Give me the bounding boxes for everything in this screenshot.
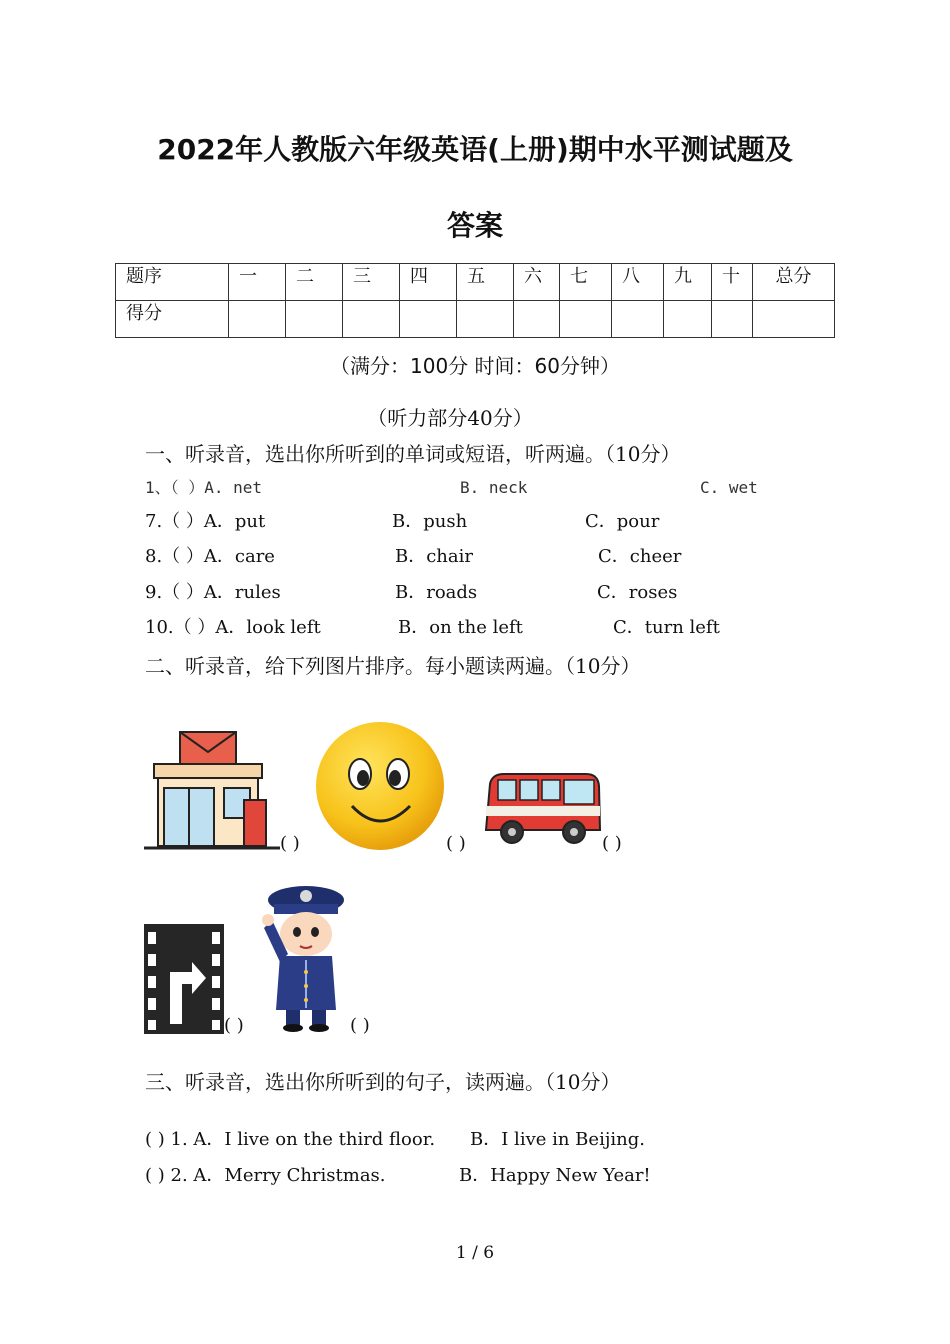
table-cell: 二 xyxy=(286,264,343,301)
option-b: B．Happy New Year! xyxy=(459,1165,651,1186)
answer-paren-3[interactable]: ( ) xyxy=(602,833,622,854)
list-item xyxy=(145,1127,845,1153)
option-b: B. neck xyxy=(460,478,528,497)
table-cell: 三 xyxy=(343,264,400,301)
option-b: B．on the left xyxy=(398,617,523,638)
option-c: C．pour xyxy=(585,511,660,532)
table-cell: 题序 xyxy=(116,264,229,301)
option-b: B．roads xyxy=(395,582,478,603)
section2-heading: 二、听录音，给下列图片排序。每小题读两遍。（10分） xyxy=(145,654,641,678)
option-c: C．roses xyxy=(597,582,678,603)
score-table-score-row xyxy=(116,301,835,338)
question-stem: ( ) 2. A．Merry Christmas. xyxy=(145,1165,386,1186)
table-cell[interactable] xyxy=(400,301,457,338)
table-cell: 七 xyxy=(560,264,612,301)
table-cell[interactable] xyxy=(343,301,400,338)
list-item xyxy=(145,1163,845,1189)
table-cell: 得分 xyxy=(116,301,229,338)
police-officer-picture xyxy=(258,880,350,1034)
table-cell[interactable] xyxy=(229,301,286,338)
table-cell: 九 xyxy=(664,264,712,301)
section3-heading: 三、听录音，选出你所听到的句子，读两遍。（10分） xyxy=(145,1070,621,1094)
table-cell[interactable] xyxy=(712,301,753,338)
bus-picture xyxy=(482,770,602,850)
turn-right-sign-picture xyxy=(144,924,224,1034)
list-item xyxy=(145,615,845,641)
post-office-picture xyxy=(144,730,280,852)
table-cell[interactable] xyxy=(612,301,664,338)
option-b: B．push xyxy=(392,511,468,532)
list-item xyxy=(145,580,845,606)
page-title-line-2: 答案 xyxy=(446,209,503,242)
question-stem: 8.（ ）A．care xyxy=(145,546,275,567)
option-c: C．cheer xyxy=(598,546,682,567)
list-item xyxy=(145,475,845,501)
table-cell[interactable] xyxy=(457,301,514,338)
option-b: B．chair xyxy=(395,546,473,567)
table-cell: 十 xyxy=(712,264,753,301)
answer-paren-2[interactable]: ( ) xyxy=(446,833,466,854)
answer-paren-1[interactable]: ( ) xyxy=(280,833,300,854)
answer-paren-5[interactable]: ( ) xyxy=(350,1015,370,1036)
option-c: C. wet xyxy=(700,478,758,497)
question-stem: 7.（ ）A．put xyxy=(145,511,266,532)
table-cell[interactable] xyxy=(514,301,560,338)
answer-paren-4[interactable]: ( ) xyxy=(224,1015,244,1036)
question-stem: 9.（ ）A．rules xyxy=(145,582,281,603)
list-item xyxy=(145,544,845,570)
table-cell: 八 xyxy=(612,264,664,301)
table-cell: 一 xyxy=(229,264,286,301)
exam-info: （满分：100分 时间：60分钟） xyxy=(330,354,620,378)
table-cell[interactable] xyxy=(753,301,835,338)
table-cell[interactable] xyxy=(286,301,343,338)
table-cell: 六 xyxy=(514,264,560,301)
score-table xyxy=(115,263,835,338)
table-cell: 五 xyxy=(457,264,514,301)
page-number: 1 / 6 xyxy=(455,1243,495,1263)
listening-heading: （听力部分40分） xyxy=(367,406,533,430)
question-stem: ( ) 1. A．I live on the third floor. xyxy=(145,1129,436,1150)
table-cell[interactable] xyxy=(560,301,612,338)
smiley-face-picture xyxy=(314,720,446,852)
score-table-header-row xyxy=(116,264,835,301)
section1-heading: 一、听录音，选出你所听到的单词或短语，听两遍。（10分） xyxy=(145,442,681,466)
option-b: B．I live in Beijing. xyxy=(470,1129,645,1150)
table-cell: 四 xyxy=(400,264,457,301)
option-c: C．turn left xyxy=(613,617,720,638)
table-cell[interactable] xyxy=(664,301,712,338)
list-item xyxy=(145,509,845,535)
page-title-line-1: 2022年人教版六年级英语(上册)期中水平测试题及 xyxy=(157,133,793,166)
question-stem: 1、（ ）A. net xyxy=(145,478,263,497)
table-cell: 总分 xyxy=(753,264,835,301)
question-stem: 10.（ ）A．look left xyxy=(145,617,321,638)
